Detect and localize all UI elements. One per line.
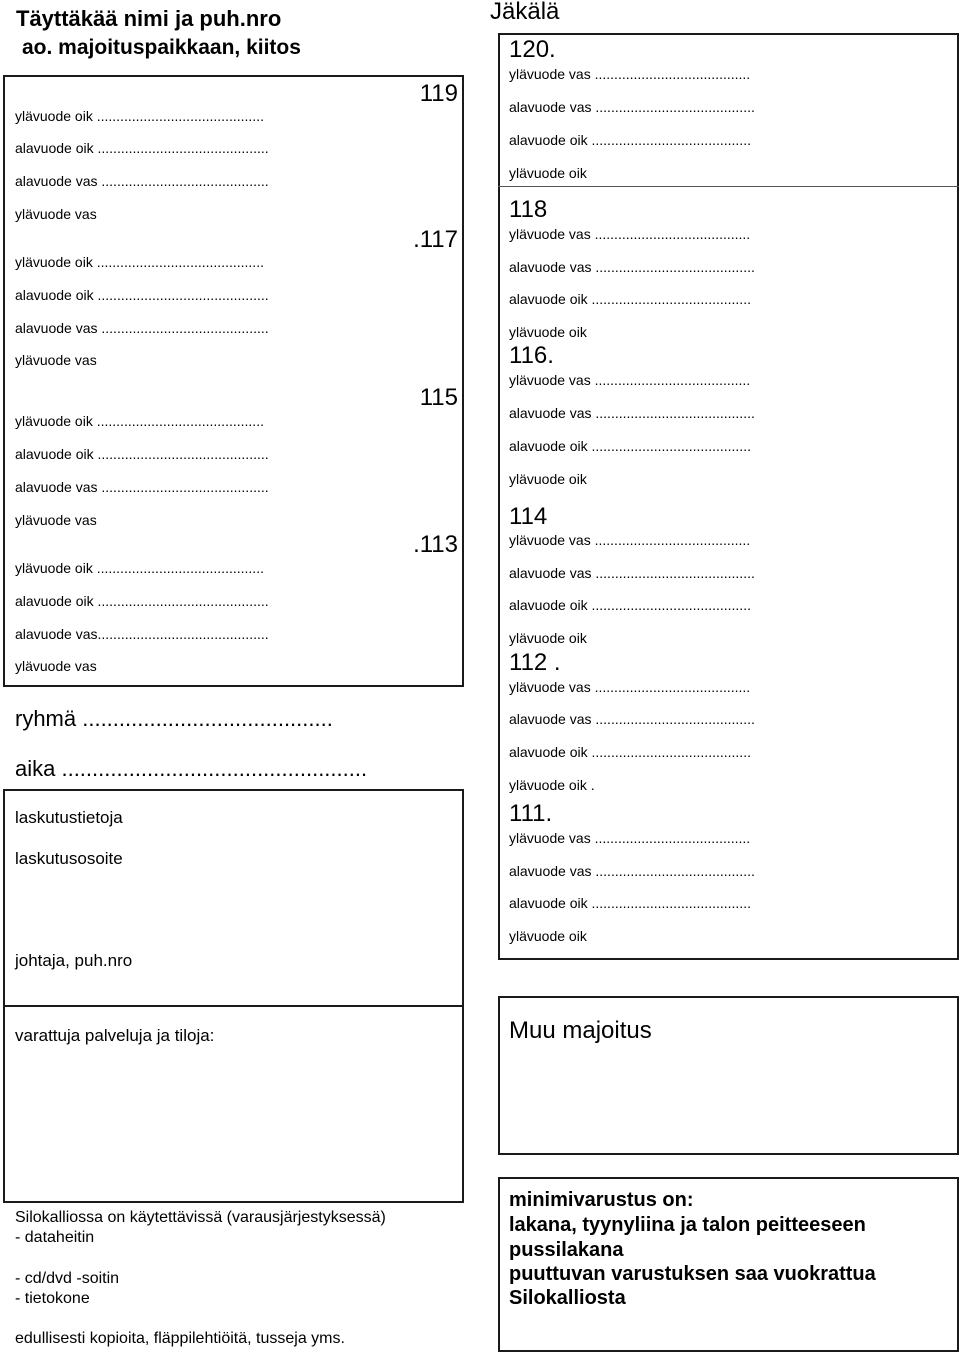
bed-entry[interactable]: alavuode oik ............................................ — [15, 140, 269, 156]
bed-entry[interactable]: ylävuode vas — [15, 206, 97, 222]
bed-entry[interactable]: ylävuode oik — [509, 471, 587, 487]
right-title: Jäkälä — [490, 0, 560, 25]
equipment-line-5: edullisesti kopioita, fläppilehtiöitä, tusseja yms. — [15, 1330, 345, 1347]
bed-entry[interactable]: alavuode vas ......................................... — [509, 259, 755, 275]
bed-entry[interactable]: alavuode vas ......................................... — [509, 405, 755, 421]
leader-phone-label: johtaja, puh.nro — [15, 951, 133, 970]
bed-entry[interactable]: ylävuode oik . — [509, 777, 595, 793]
bed-entry[interactable]: alavuode oik ............................................ — [15, 593, 269, 609]
bed-entry[interactable]: ylävuode oik — [509, 324, 587, 340]
header-line-2: ao. majoituspaikkaan, kiitos — [22, 36, 301, 59]
room-number: .117 — [413, 226, 458, 253]
room-number: 112 . — [509, 649, 561, 676]
bed-entry[interactable]: alavuode oik ............................................ — [15, 446, 269, 462]
minimum-line-5: Silokalliosta — [509, 1287, 626, 1309]
minimum-line-1: minimivarustus on: — [509, 1189, 694, 1211]
billing-info-label: laskutustietoja — [15, 808, 123, 827]
bed-entry[interactable]: ylävuode vas ........................................ — [509, 66, 751, 82]
minimum-line-4: puuttuvan varustuksen saa vuokrattua — [509, 1263, 876, 1285]
equipment-line-4: - tietokone — [15, 1290, 90, 1307]
bed-entry[interactable]: alavuode oik ......................................... — [509, 291, 751, 307]
bed-entry[interactable]: alavuode vas ........................................... — [15, 320, 269, 336]
room-number: 119 — [419, 80, 458, 107]
room-number: 120. — [509, 36, 556, 63]
bed-entry[interactable]: ylävuode oik — [509, 165, 587, 181]
bed-entry[interactable]: ylävuode oik ........................................... — [15, 254, 264, 270]
bed-entry[interactable]: alavuode vas ......................................... — [509, 863, 755, 879]
bed-entry[interactable]: alavuode vas............................................ — [15, 626, 269, 642]
bed-entry[interactable]: ylävuode vas — [15, 352, 97, 368]
bed-entry[interactable]: alavuode oik ......................................... — [509, 597, 751, 613]
time-field[interactable]: aika .................................................. — [15, 756, 368, 781]
bed-entry[interactable]: alavuode oik ......................................... — [509, 895, 751, 911]
minimum-line-2: lakana, tyynyliina ja talon peitteeseen — [509, 1214, 866, 1236]
bed-entry[interactable]: alavuode vas ........................................... — [15, 479, 269, 495]
bed-entry[interactable]: ylävuode vas — [15, 512, 97, 528]
bed-entry[interactable]: alavuode oik ......................................... — [509, 744, 751, 760]
bed-entry[interactable]: alavuode vas ......................................... — [509, 565, 755, 581]
bed-entry[interactable]: ylävuode vas — [15, 658, 97, 674]
minimum-line-3: pussilakana — [509, 1239, 624, 1261]
bed-entry[interactable]: ylävuode oik ........................................... — [15, 108, 264, 124]
room-number: 114 — [509, 503, 548, 530]
room-number: 115 — [419, 384, 458, 411]
equipment-line-1: Silokalliossa on käytettävissä (varausjärjestyksessä) — [15, 1209, 386, 1226]
group-field[interactable]: ryhmä ......................................... — [15, 706, 333, 731]
bed-entry[interactable]: ylävuode oik — [509, 630, 587, 646]
bed-entry[interactable]: alavuode oik ......................................... — [509, 438, 751, 454]
bed-entry[interactable]: ylävuode oik ........................................... — [15, 413, 264, 429]
bed-entry[interactable]: ylävuode oik — [509, 928, 587, 944]
bed-entry[interactable]: ylävuode vas ........................................ — [509, 679, 751, 695]
equipment-line-2: - dataheitin — [15, 1229, 95, 1246]
bed-entry[interactable]: ylävuode vas ........................................ — [509, 226, 751, 242]
room-number: .113 — [413, 531, 458, 558]
room-number: 111. — [509, 800, 553, 827]
services-label: varattuja palveluja ja tiloja: — [15, 1026, 215, 1045]
bed-entry[interactable]: alavuode vas ........................................... — [15, 173, 269, 189]
equipment-line-3: - cd/dvd -soitin — [15, 1270, 120, 1287]
bed-entry[interactable]: alavuode oik ......................................... — [509, 132, 751, 148]
room-divider — [498, 186, 959, 187]
bed-entry[interactable]: alavuode vas ......................................... — [509, 99, 755, 115]
header-line-1: Täyttäkää nimi ja puh.nro — [16, 6, 282, 31]
bed-entry[interactable]: alavuode vas ......................................... — [509, 711, 755, 727]
bed-entry[interactable]: ylävuode vas ........................................ — [509, 372, 751, 388]
bed-entry[interactable]: ylävuode vas ........................................ — [509, 830, 751, 846]
bed-entry[interactable]: ylävuode oik ........................................... — [15, 560, 264, 576]
other-accommodation-label: Muu majoitus — [509, 1017, 652, 1044]
bed-entry[interactable]: ylävuode vas ........................................ — [509, 532, 751, 548]
billing-address-label: laskutusosoite — [15, 849, 123, 868]
room-number: 116. — [509, 342, 554, 369]
bed-entry[interactable]: alavuode oik ............................................ — [15, 287, 269, 303]
room-number: 118 — [509, 196, 548, 223]
